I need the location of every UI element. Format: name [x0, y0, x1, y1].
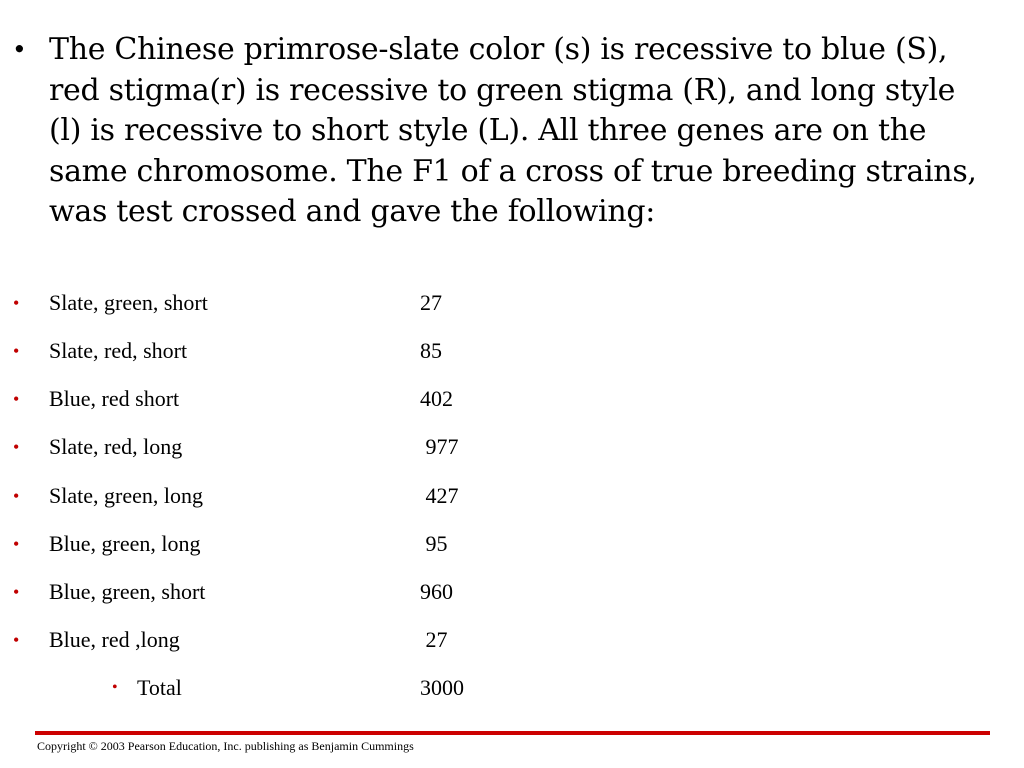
- phenotype-label: Blue, green, short: [49, 579, 206, 604]
- bullet-icon: •: [13, 437, 20, 457]
- list-item: [0, 336, 1024, 366]
- bullet-icon: •: [13, 389, 20, 409]
- total-label: Total: [137, 675, 182, 700]
- bullet-icon: •: [13, 630, 20, 650]
- total-count: 3000: [420, 675, 464, 700]
- phenotype-count: 402: [420, 386, 453, 411]
- copyright-footer: Copyright © 2003 Pearson Education, Inc. publishing as Benjamin Cummings: [37, 739, 414, 753]
- list-item: [0, 529, 1024, 559]
- bullet-icon: •: [112, 679, 118, 696]
- list-item: [0, 432, 1024, 462]
- phenotype-count: 427: [420, 483, 459, 508]
- footer-divider: [35, 731, 990, 735]
- phenotype-count: 960: [420, 579, 453, 604]
- list-item: [0, 384, 1024, 414]
- phenotype-label: Slate, green, long: [49, 483, 203, 508]
- phenotype-count: 85: [420, 338, 442, 363]
- intro-text: The Chinese primrose-slate color (s) is recessive to blue (S), red stigma(r) is recessive to green stigma (R), and long style (l) is recessive to short style (L). All three genes are on the same chromosome. The F1 of a cross of true breeding strains, was test crossed and gave the following:: [49, 32, 977, 229]
- phenotype-count: 27: [420, 627, 448, 652]
- phenotype-label: Slate, red, short: [49, 338, 188, 363]
- list-item: [0, 481, 1024, 511]
- total-row: [0, 673, 1024, 703]
- list-item: [0, 577, 1024, 607]
- phenotype-count: 27: [420, 290, 442, 315]
- bullet-icon: •: [13, 534, 20, 554]
- phenotype-label: Blue, green, long: [49, 531, 201, 556]
- phenotype-count: 95: [420, 531, 448, 556]
- list-item: [0, 288, 1024, 318]
- bullet-icon: •: [13, 486, 20, 506]
- phenotype-label: Blue, red ,long: [49, 627, 180, 652]
- intro-paragraph: [12, 30, 1002, 233]
- bullet-icon: •: [12, 35, 27, 64]
- bullet-icon: •: [13, 341, 20, 361]
- bullet-icon: •: [13, 293, 20, 313]
- phenotype-label: Slate, green, short: [49, 290, 208, 315]
- phenotype-label: Blue, red short: [49, 386, 180, 411]
- phenotype-count: 977: [420, 434, 459, 459]
- phenotype-label: Slate, red, long: [49, 434, 183, 459]
- bullet-icon: •: [13, 582, 20, 602]
- list-item: [0, 625, 1024, 655]
